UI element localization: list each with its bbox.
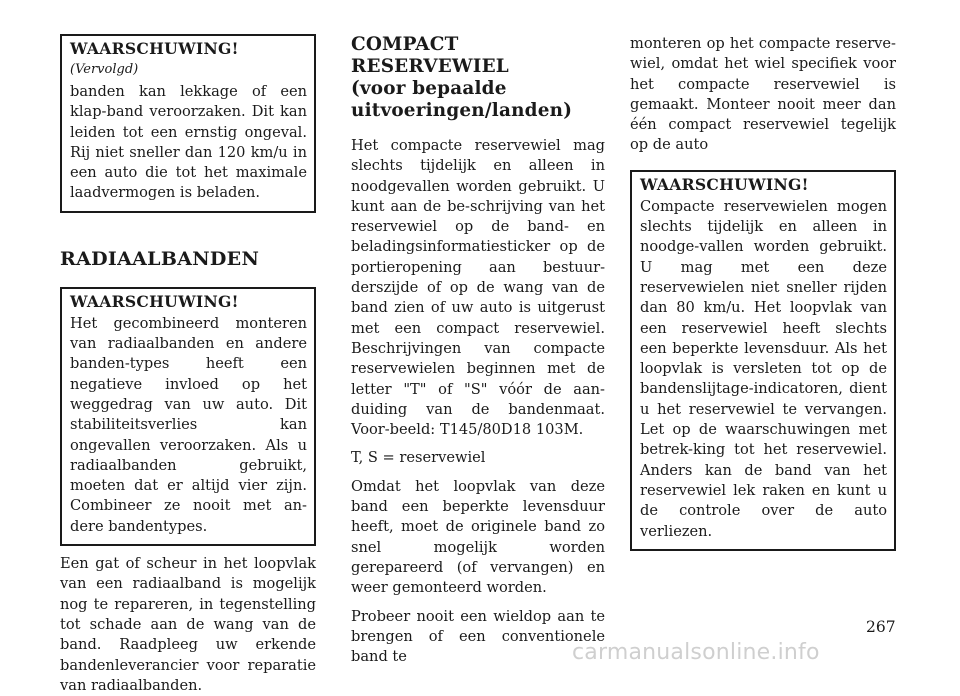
section-title-compact-spare	[351, 34, 605, 122]
paragraph: Omdat het loopvlak van deze band een beperkte levensduur heeft, moet de originele band zo snel mogelijk worden gerepareerd (of vervangen) en weer gemonteerd worden.	[351, 477, 605, 597]
warning-title-text: WAARSCHUWING!	[70, 39, 239, 58]
warning-body: banden kan lekkage of een klap-band veroorzaken. Dit kan leiden tot een ernstig ongeval. Rij niet sneller dan 120 km/u in een auto die tot het maximale laadvermogen is beladen.	[70, 83, 307, 202]
paragraph: Probeer nooit een wieldop aan te brengen of een conventionele band te	[351, 607, 605, 666]
title-line: (voor bepaalde	[351, 78, 507, 99]
title-line: uitvoeringen/landen)	[351, 100, 573, 121]
warning-body: Het gecombineerd monteren van radiaalbanden en andere banden-types heeft een negatieve invloed op het weggedrag van uw auto. Dit stabiliteitsverlies kan ongevallen veroorzaken. Als u radiaalbanden gebruikt, moeten dat er altijd vier zijn. Combineer ze nooit met an-dere bandentypes.	[70, 314, 307, 535]
column-left	[60, 34, 316, 696]
watermark: carmanualsonline.info	[572, 640, 820, 665]
column-middle	[351, 34, 605, 667]
paragraph: Het compacte reservewiel mag slechts tijdelijk en alleen in noodgevallen worden gebruikt. U kunt aan de be-schrijving van het reservewiel op de band- en beladingsinformatiesticker op de portieropening aan bestuur-derszijde of op de wang van de band zien of uw auto is uitgerust met een compact reservewiel. Beschrijvingen van compacte reservewielen beginnen met de letter "T" of "S" vóór de aan-duiding van de bandenmaat. Voor-beeld: T145/80D18 103M.	[351, 137, 605, 439]
paragraph-radial-repair: Een gat of scheur in het loopvlak van een radiaalband is mogelijk nog te repareren, in tegenstelling tot schade aan de wang van de band. Raadpleeg uw erkende bandenleverancier voor reparatie van radiaalbanden.	[60, 555, 316, 694]
section-title-radiaalbanden: RADIAALBANDEN	[60, 247, 260, 270]
warning-box-radial	[60, 287, 316, 546]
warning-box-compact-spare	[630, 170, 896, 551]
warning-box-continued	[60, 34, 316, 213]
page-number: 267	[866, 618, 896, 636]
warning-continued-label: (Vervolgd)	[70, 62, 139, 77]
paragraph: T, S = reservewiel	[351, 449, 486, 467]
warning-body: Compacte reservewielen mogen slechts tijdelijk en alleen in noodge-vallen worden gebruikt. U mag met een deze reservewielen niet sneller rijden dan 80 km/u. Het loopvlak van een reservewiel heeft slechts een beperkte levensduur. Als het loopvlak is versleten tot op de bandenslijtage-indicatoren, dient u het reservewiel te vervangen. Let op de waarschuwingen met betrek-king tot het reservewiel. Anders kan de band van het reservewiel lek raken en kunt u de controle over de auto verliezen.	[640, 197, 887, 540]
warning-title: WAARSCHUWING!	[70, 291, 239, 311]
warning-title: WAARSCHUWING!	[640, 174, 809, 194]
title-line: COMPACT RESERVEWIEL	[351, 34, 509, 77]
paragraph-continued: monteren op het compacte reserve-wiel, omdat het wiel specifiek voor het compacte reservewiel is gemaakt. Monteer nooit meer dan één compact reservewiel tegelijk op de auto	[630, 35, 896, 154]
warning-title	[70, 39, 307, 79]
column-right	[630, 34, 896, 551]
